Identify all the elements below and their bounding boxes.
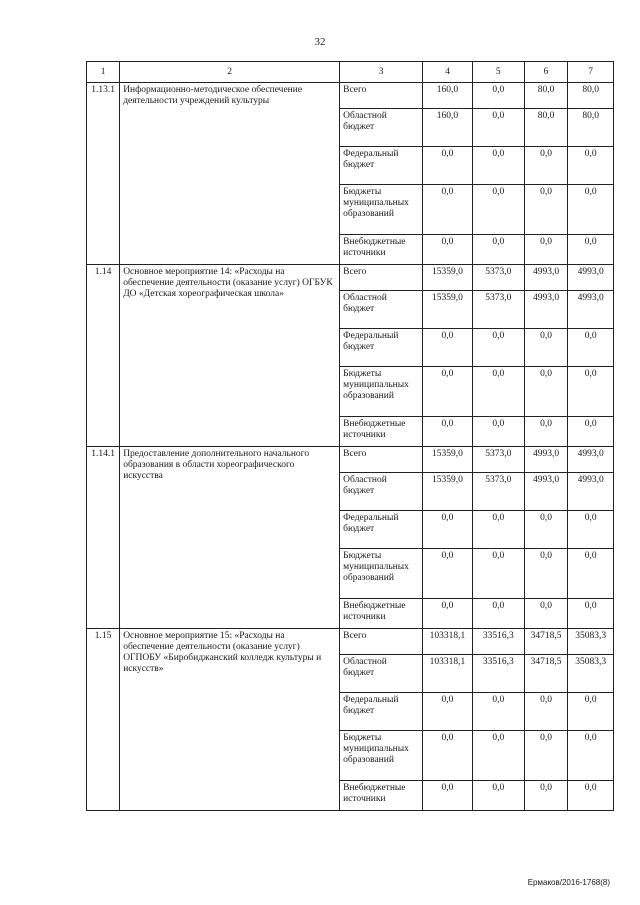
- amount-cell: 0,0: [524, 185, 568, 235]
- header-cell: 6: [524, 62, 568, 83]
- amount-cell: 0,0: [524, 549, 568, 599]
- amount-cell: 15359,0: [423, 265, 473, 291]
- amount-cell: 4993,0: [524, 473, 568, 511]
- funding-source: Бюджеты муниципальных образований: [340, 185, 423, 235]
- funding-source: Бюджеты муниципальных образований: [340, 731, 423, 781]
- amount-cell: 0,0: [472, 329, 524, 367]
- funding-source: Федеральный бюджет: [340, 147, 423, 185]
- document-footer-code: Ермаков/2016-1768(8): [527, 878, 610, 887]
- amount-cell: 0,0: [524, 329, 568, 367]
- amount-cell: 5373,0: [472, 265, 524, 291]
- amount-cell: 0,0: [568, 329, 614, 367]
- header-cell: 2: [120, 62, 340, 83]
- amount-cell: 0,0: [472, 781, 524, 811]
- amount-cell: 80,0: [568, 109, 614, 147]
- amount-cell: 34718,5: [524, 629, 568, 655]
- column-number-header: [87, 62, 614, 83]
- amount-cell: 0,0: [568, 235, 614, 265]
- amount-cell: 0,0: [423, 329, 473, 367]
- amount-cell: 15359,0: [423, 473, 473, 511]
- amount-cell: 0,0: [524, 147, 568, 185]
- amount-cell: 103318,1: [423, 629, 473, 655]
- measure-description: Основное мероприятие 14: «Расходы на обеспечение деятельности (оказание услуг) ОГБУК ДО «Детская хореографическая школа»: [120, 265, 340, 447]
- amount-cell: 160,0: [423, 109, 473, 147]
- amount-cell: 0,0: [524, 731, 568, 781]
- amount-cell: 0,0: [472, 109, 524, 147]
- funding-source: Областной бюджет: [340, 109, 423, 147]
- page-number: 32: [314, 36, 326, 48]
- amount-cell: 0,0: [472, 147, 524, 185]
- amount-cell: 4993,0: [568, 473, 614, 511]
- funding-source: Федеральный бюджет: [340, 329, 423, 367]
- amount-cell: 0,0: [568, 731, 614, 781]
- amount-cell: 0,0: [423, 185, 473, 235]
- amount-cell: 0,0: [423, 511, 473, 549]
- funding-source: Областной бюджет: [340, 473, 423, 511]
- amount-cell: 0,0: [423, 235, 473, 265]
- funding-source: Всего: [340, 83, 423, 109]
- amount-cell: 33516,3: [472, 655, 524, 693]
- funding-source: Всего: [340, 629, 423, 655]
- amount-cell: 0,0: [568, 781, 614, 811]
- amount-cell: 0,0: [568, 511, 614, 549]
- funding-source: Федеральный бюджет: [340, 693, 423, 731]
- amount-cell: 0,0: [423, 693, 473, 731]
- funding-source: Внебюджетные источники: [340, 599, 423, 629]
- amount-cell: 0,0: [568, 367, 614, 417]
- funding-source: Федеральный бюджет: [340, 511, 423, 549]
- amount-cell: 0,0: [524, 693, 568, 731]
- amount-cell: 0,0: [568, 185, 614, 235]
- measure-description: Предоставление дополнительного начального образования в области хореографического искусства: [120, 447, 340, 629]
- measure-code: 1.14: [87, 265, 120, 447]
- funding-source: Областной бюджет: [340, 655, 423, 693]
- amount-cell: 0,0: [524, 417, 568, 447]
- funding-source: Внебюджетные источники: [340, 235, 423, 265]
- amount-cell: 4993,0: [524, 291, 568, 329]
- table-row: [87, 265, 614, 291]
- amount-cell: 0,0: [568, 693, 614, 731]
- amount-cell: 4993,0: [568, 265, 614, 291]
- funding-source: Всего: [340, 265, 423, 291]
- funding-source: Всего: [340, 447, 423, 473]
- amount-cell: 160,0: [423, 83, 473, 109]
- amount-cell: 0,0: [472, 731, 524, 781]
- amount-cell: 4993,0: [524, 265, 568, 291]
- amount-cell: 0,0: [568, 417, 614, 447]
- amount-cell: 0,0: [472, 235, 524, 265]
- amount-cell: 0,0: [472, 511, 524, 549]
- budget-table: [86, 61, 614, 811]
- header-cell: 7: [568, 62, 614, 83]
- amount-cell: 0,0: [423, 781, 473, 811]
- amount-cell: 5373,0: [472, 447, 524, 473]
- amount-cell: 15359,0: [423, 447, 473, 473]
- measure-code: 1.15: [87, 629, 120, 811]
- amount-cell: 34718,5: [524, 655, 568, 693]
- funding-source: Бюджеты муниципальных образований: [340, 549, 423, 599]
- header-cell: 5: [472, 62, 524, 83]
- amount-cell: 0,0: [472, 549, 524, 599]
- header-cell: 1: [87, 62, 120, 83]
- amount-cell: 0,0: [423, 367, 473, 417]
- amount-cell: 35083,3: [568, 629, 614, 655]
- table-row: [87, 447, 614, 473]
- amount-cell: 80,0: [524, 83, 568, 109]
- measure-code: 1.14.1: [87, 447, 120, 629]
- amount-cell: 0,0: [568, 549, 614, 599]
- measure-code: 1.13.1: [87, 83, 120, 265]
- amount-cell: 80,0: [568, 83, 614, 109]
- table-row: [87, 629, 614, 655]
- amount-cell: 15359,0: [423, 291, 473, 329]
- header-cell: 3: [340, 62, 423, 83]
- amount-cell: 0,0: [423, 731, 473, 781]
- amount-cell: 0,0: [524, 781, 568, 811]
- amount-cell: 103318,1: [423, 655, 473, 693]
- amount-cell: 0,0: [472, 417, 524, 447]
- amount-cell: 4993,0: [568, 447, 614, 473]
- amount-cell: 0,0: [472, 599, 524, 629]
- amount-cell: 0,0: [423, 147, 473, 185]
- amount-cell: 35083,3: [568, 655, 614, 693]
- funding-source: Областной бюджет: [340, 291, 423, 329]
- amount-cell: 0,0: [568, 599, 614, 629]
- measure-description: Информационно-методическое обеспечение деятельности учреждений культуры: [120, 83, 340, 265]
- amount-cell: 0,0: [524, 235, 568, 265]
- amount-cell: 4993,0: [568, 291, 614, 329]
- amount-cell: 5373,0: [472, 473, 524, 511]
- amount-cell: 4993,0: [524, 447, 568, 473]
- amount-cell: 0,0: [472, 185, 524, 235]
- amount-cell: 0,0: [524, 367, 568, 417]
- amount-cell: 5373,0: [472, 291, 524, 329]
- measure-description: Основное мероприятие 15: «Расходы на обеспечение деятельности (оказание услуг) ОГПОБУ «Биробиджанский колледж культуры и искусств»: [120, 629, 340, 811]
- header-cell: 4: [423, 62, 473, 83]
- amount-cell: 0,0: [568, 147, 614, 185]
- amount-cell: 0,0: [423, 599, 473, 629]
- amount-cell: 0,0: [472, 367, 524, 417]
- amount-cell: 0,0: [524, 599, 568, 629]
- amount-cell: 0,0: [472, 83, 524, 109]
- funding-source: Внебюджетные источники: [340, 417, 423, 447]
- funding-source: Внебюджетные источники: [340, 781, 423, 811]
- amount-cell: 80,0: [524, 109, 568, 147]
- amount-cell: 0,0: [524, 511, 568, 549]
- amount-cell: 0,0: [472, 693, 524, 731]
- amount-cell: 0,0: [423, 549, 473, 599]
- amount-cell: 33516,3: [472, 629, 524, 655]
- funding-source: Бюджеты муниципальных образований: [340, 367, 423, 417]
- table-row: [87, 83, 614, 109]
- amount-cell: 0,0: [423, 417, 473, 447]
